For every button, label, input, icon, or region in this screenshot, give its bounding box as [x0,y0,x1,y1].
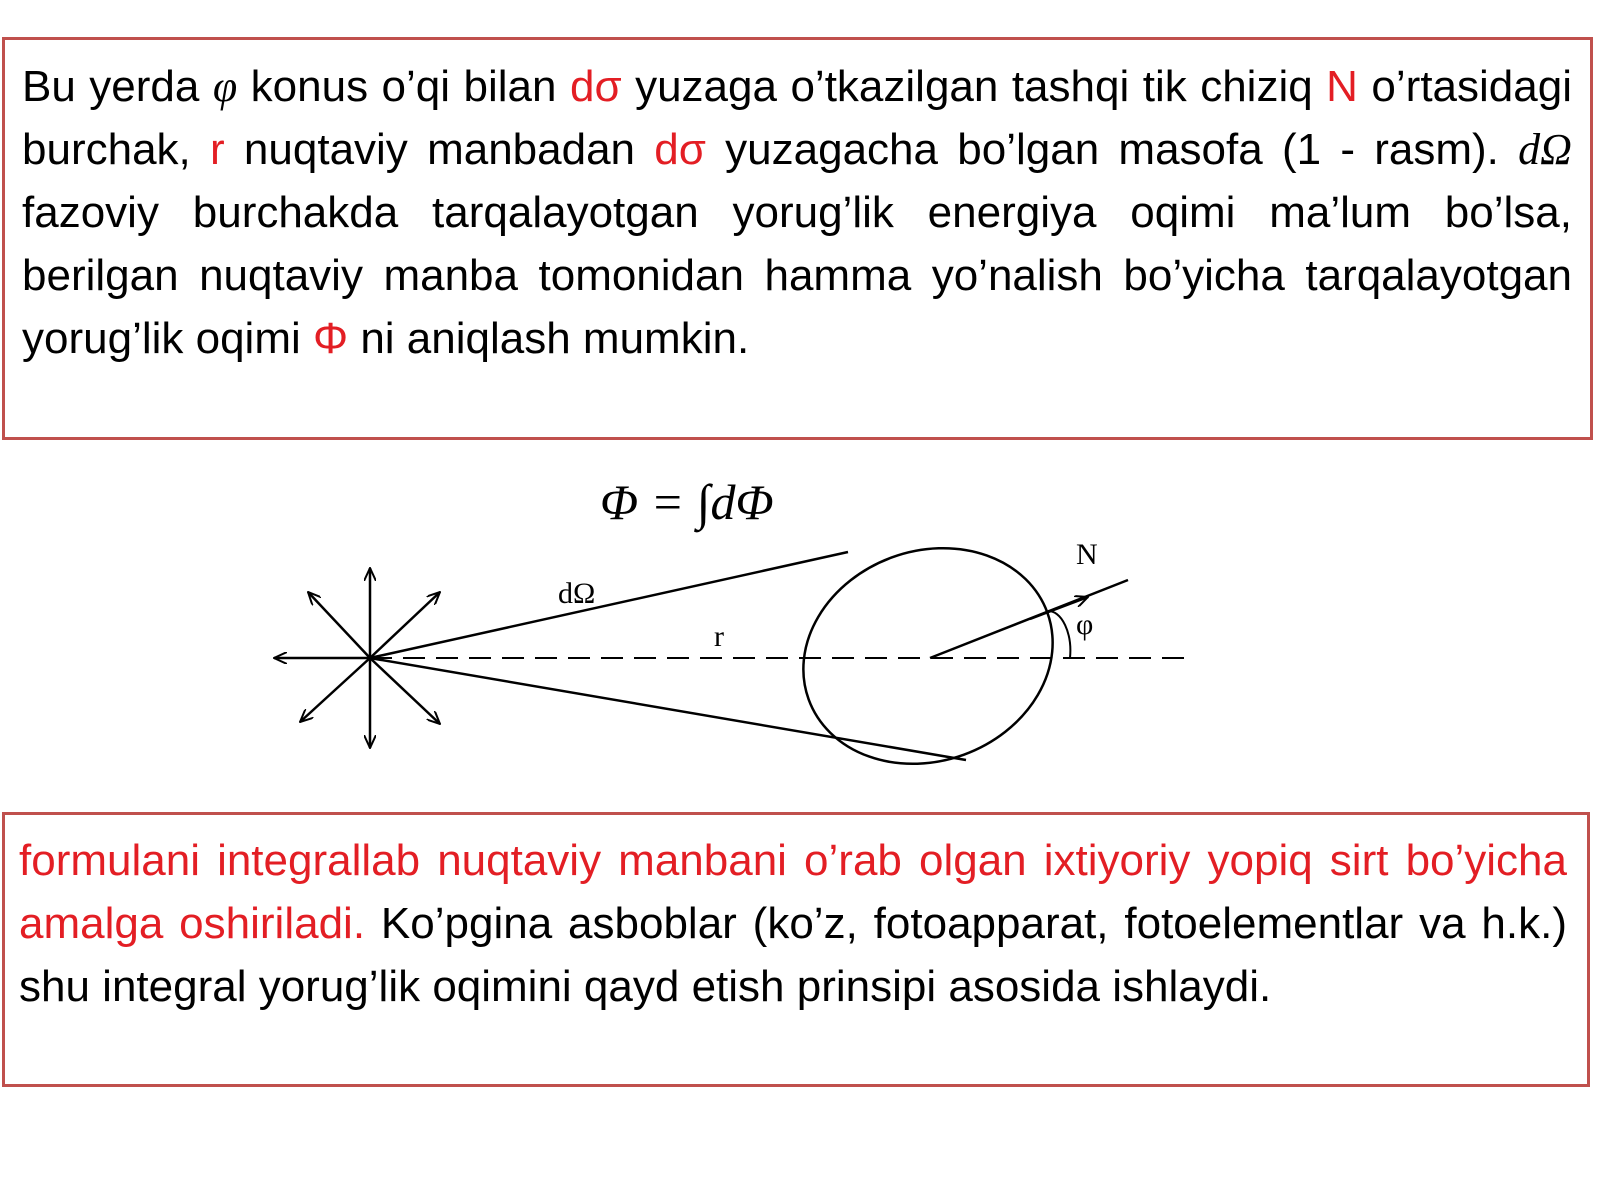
normal-line [930,580,1128,658]
text-segment: nuqtaviy manbadan [224,125,655,174]
r-symbol: r [210,125,225,174]
text-segment: yuzagacha bo’lgan masofa (1 - rasm). [705,125,1519,174]
cone-upper-edge [370,552,848,658]
d-omega-label: dΩ [558,577,596,610]
text-segment: yuzaga o’tkazilgan tashqi tik chiziq [621,62,1327,111]
r-label: r [714,620,724,653]
cone [370,540,1083,798]
d-sigma-symbol: dσ [654,125,706,174]
flux-symbol: Φ [312,314,349,363]
ray-arrow-up-left [308,592,370,658]
phi-symbol: φ [212,62,238,111]
surface-element-ellipse [773,540,1084,798]
d-omega-symbol: dΩ [1518,125,1572,174]
text-segment: Bu yerda [22,62,213,111]
ray-arrow-up-right [370,592,440,658]
definition-text-box [2,37,1593,440]
integration-text-box [2,812,1590,1087]
d-sigma-text: dσ [569,62,622,111]
normal-n-label: N [1076,540,1098,571]
text-segment: o’rtasidagi burchak, [22,62,1572,174]
text-segment: fazoviy burchakda tarqalayotgan yorug’lik energiya oqimi ma’lum bo’lsa, berilgan nuqtaviy manba tomonidan hamma yo’nalish bo’yicha tarqalayotgan yorug’lik oqimi [22,188,1572,363]
text-segment: konus o’qi bilan [237,62,570,111]
point-source-cone-diagram [260,540,1260,800]
body-text: Ko’pgina asboblar (ko’z, fotoapparat, fotoelementlar va h.k.) shu integral yorug’lik oqimini qayd etish prinsipi asosida ishlaydi. [19,899,1567,1011]
text-segment: ni aniqlash mumkin. [348,314,750,363]
n-symbol: N [1326,62,1358,111]
phi-angle-label: φ [1076,608,1094,641]
d-sigma-symbol [570,62,622,111]
flux-integral-formula: Φ = ∫dΦ [600,474,774,530]
highlighted-text: formulani integrallab nuqtaviy manbani o’rab olgan ixtiyoriy yopiq sirt bo’yicha amalga oshiriladi. [19,836,1567,948]
cone-lower-edge [370,658,966,760]
ray-arrow-down-left [300,658,370,722]
